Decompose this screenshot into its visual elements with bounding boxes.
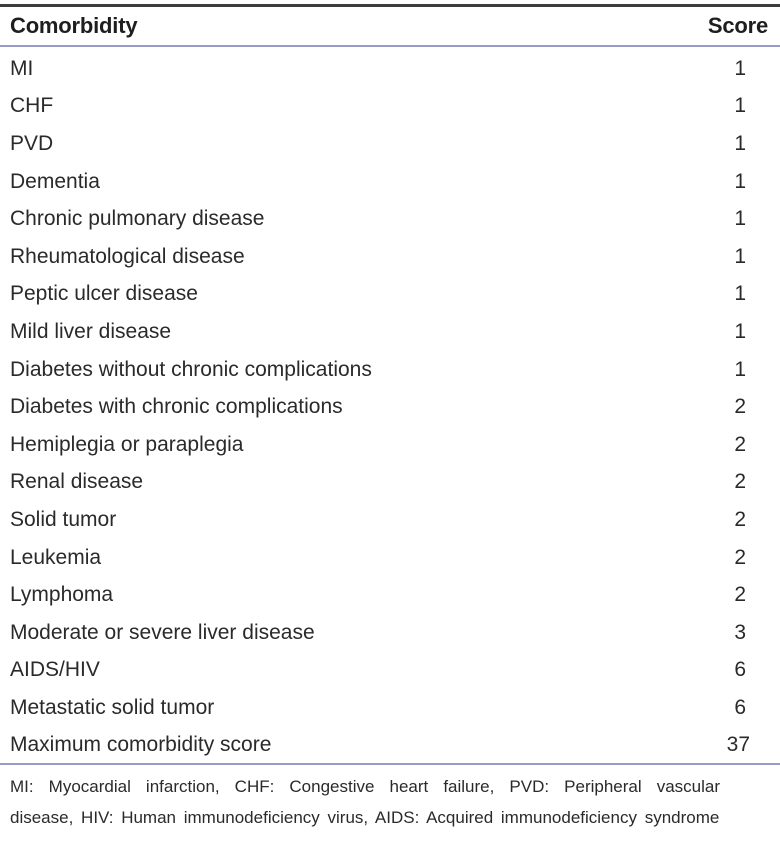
row-comorbidity: Solid tumor: [10, 507, 117, 531]
header-score: Score: [707, 13, 768, 38]
row-score: 1: [734, 94, 746, 118]
row-score: 1: [734, 169, 746, 193]
row-score: 2: [734, 507, 746, 531]
row-comorbidity: CHF: [10, 94, 54, 118]
table-row: [0, 464, 780, 502]
table-row: [0, 426, 780, 464]
row-score: 6: [734, 695, 746, 719]
row-comorbidity: PVD: [10, 131, 54, 155]
table-row: [0, 576, 780, 614]
comorbidity-table: [0, 4, 780, 833]
row-score: 1: [734, 357, 746, 381]
table-row: [0, 238, 780, 276]
row-score: 6: [734, 658, 746, 682]
row-score: 3: [734, 620, 746, 644]
row-comorbidity: AIDS/HIV: [10, 658, 100, 682]
table-row: [0, 351, 780, 389]
row-comorbidity: Diabetes with chronic complications: [10, 395, 343, 419]
table-row: [0, 727, 780, 765]
row-score: 37: [726, 732, 750, 756]
row-score: 1: [734, 207, 746, 231]
table-row: [0, 652, 780, 690]
row-score: 1: [734, 282, 746, 306]
table-row: [0, 88, 780, 126]
row-score: 2: [734, 395, 746, 419]
table-row: [0, 388, 780, 426]
row-comorbidity: Mild liver disease: [10, 319, 172, 343]
table-header: [0, 7, 780, 47]
row-comorbidity: Diabetes without chronic complications: [10, 357, 372, 381]
table-row: [0, 163, 780, 201]
table-row: [0, 313, 780, 351]
row-score: 1: [734, 56, 746, 80]
row-comorbidity: MI: [10, 56, 34, 80]
row-comorbidity: Metastatic solid tumor: [10, 695, 215, 719]
row-comorbidity: Maximum comorbidity score: [10, 732, 272, 756]
row-comorbidity: Chronic pulmonary disease: [10, 207, 265, 231]
row-score: 1: [734, 244, 746, 268]
table-row: [0, 50, 780, 88]
row-score: 2: [734, 432, 746, 456]
table-row: [0, 200, 780, 238]
row-comorbidity: Peptic ulcer disease: [10, 282, 198, 306]
row-score: 2: [734, 545, 746, 569]
row-score: 2: [734, 583, 746, 607]
table-row: [0, 125, 780, 163]
row-comorbidity: Hemiplegia or paraplegia: [10, 432, 244, 456]
row-score: 1: [734, 319, 746, 343]
row-comorbidity: Moderate or severe liver disease: [10, 620, 315, 644]
table-row: [0, 614, 780, 652]
row-comorbidity: Lymphoma: [10, 583, 114, 607]
table-row: [0, 539, 780, 577]
table-footnote: MI: Myocardial infarction, CHF: Congestive heart failure, PVD: Peripheral vascular disease, HIV: Human immunodeficiency virus, AIDS: Acquired immunodeficiency syndrome: [10, 776, 720, 827]
table-row: [0, 501, 780, 539]
row-comorbidity: Leukemia: [10, 545, 102, 569]
row-comorbidity: Dementia: [10, 169, 100, 193]
header-comorbidity: Comorbidity: [10, 13, 138, 38]
row-score: 1: [734, 131, 746, 155]
table-body: [0, 47, 780, 765]
table-row: [0, 276, 780, 314]
row-comorbidity: Rheumatological disease: [10, 244, 245, 268]
table-row: [0, 689, 780, 727]
row-score: 2: [734, 470, 746, 494]
row-comorbidity: Renal disease: [10, 470, 144, 494]
